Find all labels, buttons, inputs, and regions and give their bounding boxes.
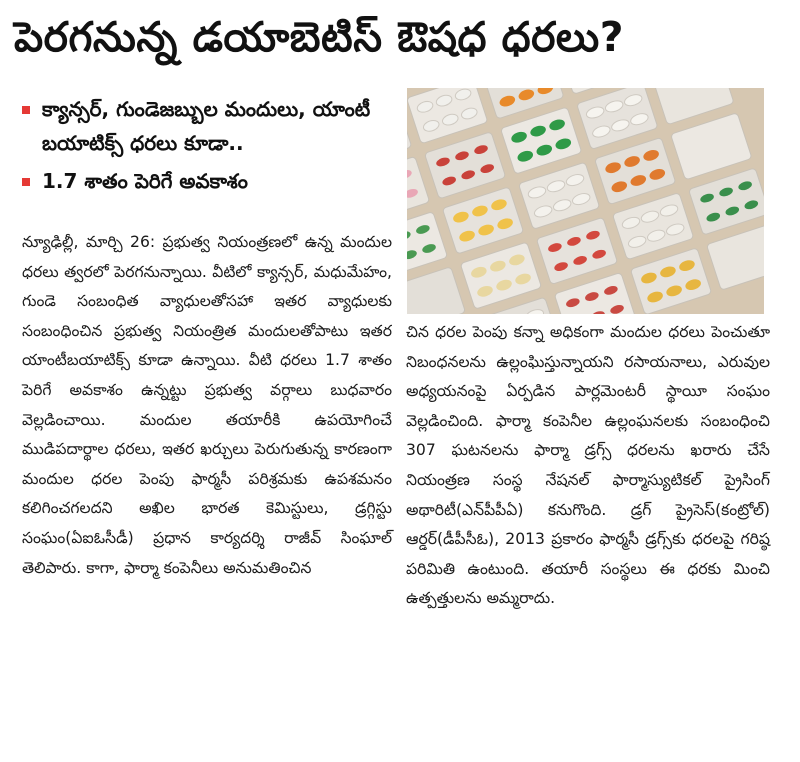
- bullet-square-icon: [22, 106, 30, 114]
- bullet-text: క్యాన్సర్, గుండెజబ్బుల మందులు, యాంటీ బయాటిక్స్ ధరలు కూడా..: [42, 97, 371, 155]
- bullet-item: [22, 92, 402, 160]
- headline: పెరగనున్న డయాబెటిస్ ఔషధ ధరలు?: [14, 13, 624, 61]
- pill-blister-packs-photo: [407, 88, 764, 314]
- bullet-text: 1.7 శాతం పెరిగే అవకాశం: [42, 169, 248, 193]
- article-body-left-column: [22, 228, 392, 583]
- bullet-item: [22, 164, 402, 198]
- body-paragraph: న్యూఢిల్లీ, మార్చి 26: ప్రభుత్వ నియంత్రణలో ఉన్న మందుల ధరలు త్వరలో పెరగనున్నాయి. వీటిలో క్యాన్సర్, మధుమేహం, గుండె సంబంధిత వ్యాధులతోసహా ఇతర వ్యాధులకు సంబంధించిన ప్రభుత్వ నియంత్రిత మందులతోపాటు ఇతర యాంటీబయాటిక్స్ కూడా ఉన్నాయి. వీటి ధరలు 1.7 శాతం పెరిగే అవకాశం ఉన్నట్టు ప్రభుత్వ వర్గాలు బుధవారం వెల్లడించాయి. మందుల తయారీకి ఉపయోగించే ముడిపదార్థాల ధరలు, ఇతర ఖర్చులు పెరుగుతున్న కారణంగా మందుల ధరల పెంపు ఫార్మసీ పరిశ్రమకు ఉపశమనం కలిగించగలదని అఖిల భారత కెమిస్టులు, డ్రగ్గిస్టు సంఘం(ఏఐఓసీడీ) ప్రధాన కార్యదర్శి రాజీవ్ సింఘాల్ తెలిపారు. కాగా, ఫార్మా కంపెనీలు అనుమతించిన: [22, 233, 392, 577]
- body-paragraph: చిన ధరల పెంపు కన్నా అధికంగా మందుల ధరలు పెంచుతూ నిబంధనలను ఉల్లంఘిస్తున్నాయని రసాయనాలు, ఎరువుల అధ్యయనంపై ఏర్పడిన పార్లమెంటరీ స్థాయీ సంఘం వెల్లడించింది. ఫార్మా కంపెనీల ఉల్లంఘనలకు సంబంధించి 307 ఘటనలను ఫార్మా డ్రగ్స్ ధరలను ఖరారు చేసే నియంత్రణ సంస్థ నేషనల్ ఫార్మాస్యుటికల్ ప్రైసింగ్ అథారిటీ(ఎన్‌పీపీఏ) కనుగొంది. డ్రగ్ ప్రైసెస్(కంట్రోల్) ఆర్డర్(డీపీసీఓ), 2013 ప్రకారం ఫార్మసీ డ్రగ్స్‌కు ధరలపై గరిష్ఠ పరిమితి ఉంటుంది. తయారీ సంస్థలు ఈ ధరకు మించి ఉత్పత్తులను అమ్మరాదు.: [406, 323, 770, 608]
- subheadline-bullets: [22, 92, 402, 202]
- pill-packs-illustration: [407, 88, 764, 314]
- article-body-right-column: [406, 318, 770, 614]
- bullet-square-icon: [22, 178, 30, 186]
